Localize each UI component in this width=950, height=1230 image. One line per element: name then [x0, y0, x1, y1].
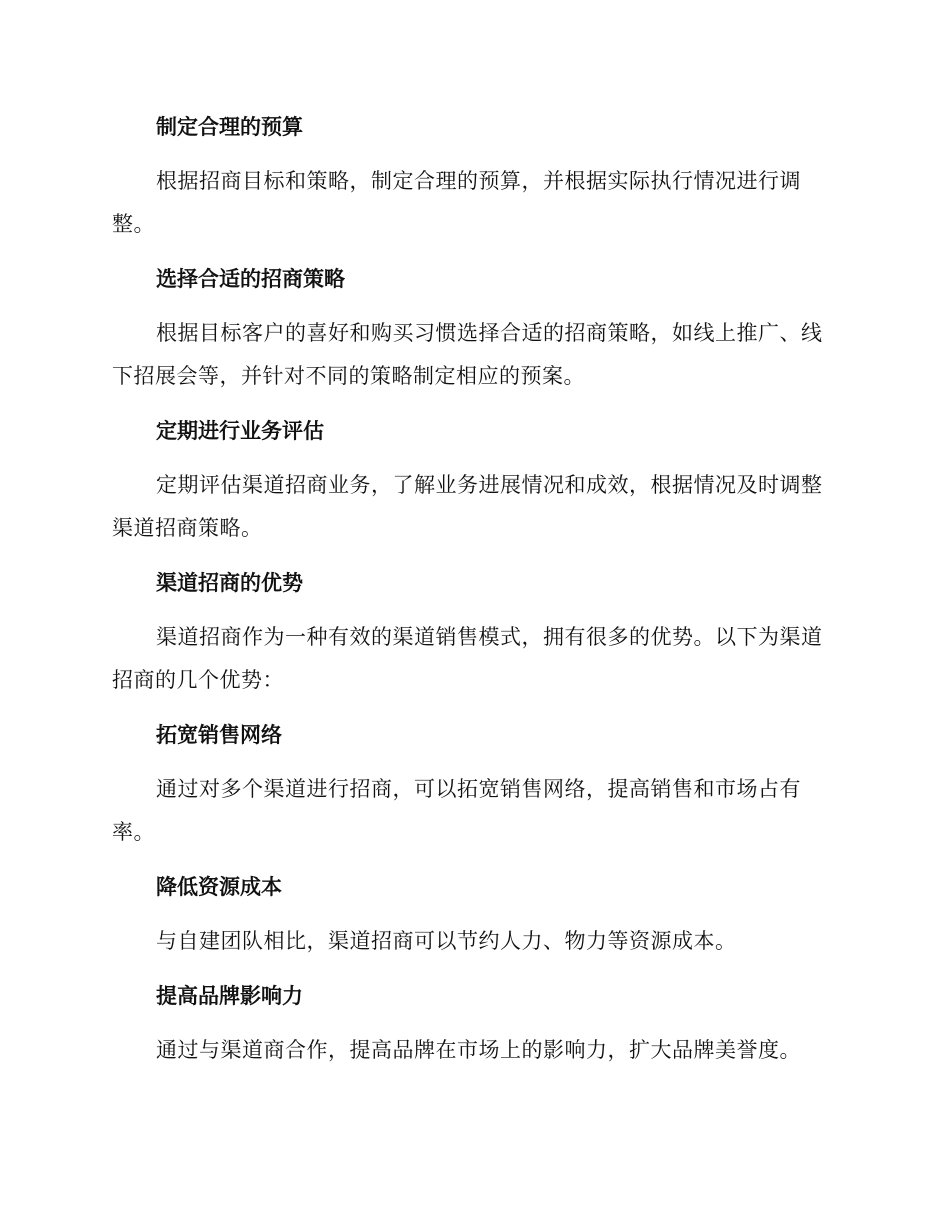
section-heading-budget: 制定合理的预算	[156, 115, 303, 139]
section-body-cost: 与自建团队相比，渠道招商可以节约人力、物力等资源成本。	[156, 929, 737, 953]
document-content	[112, 106, 832, 1084]
section-body-advantages: 渠道招商作为一种有效的渠道销售模式，拥有很多的优势。以下为渠道招商的几个优势：	[112, 625, 823, 692]
section-heading-network: 拓宽销售网络	[156, 723, 282, 747]
section-body-evaluation: 定期评估渠道招商业务，了解业务进展情况和成效，根据情况及时调整渠道招商策略。	[112, 473, 823, 540]
section-heading-strategy: 选择合适的招商策略	[156, 267, 345, 291]
section-heading-advantages: 渠道招商的优势	[156, 571, 303, 595]
section-heading-brand: 提高品牌影响力	[156, 984, 303, 1008]
section-body-budget: 根据招商目标和策略，制定合理的预算，并根据实际执行情况进行调整。	[112, 169, 801, 236]
section-heading-evaluation: 定期进行业务评估	[156, 419, 324, 443]
section-body-network: 通过对多个渠道进行招商，可以拓宽销售网络，提高销售和市场占有率。	[112, 777, 801, 844]
section-body-strategy: 根据目标客户的喜好和购买习惯选择合适的招商策略，如线上推广、线下招展会等，并针对不同的策略制定相应的预案。	[112, 321, 823, 388]
section-heading-cost: 降低资源成本	[156, 875, 282, 899]
section-body-brand: 通过与渠道商合作，提高品牌在市场上的影响力，扩大品牌美誉度。	[156, 1038, 801, 1062]
